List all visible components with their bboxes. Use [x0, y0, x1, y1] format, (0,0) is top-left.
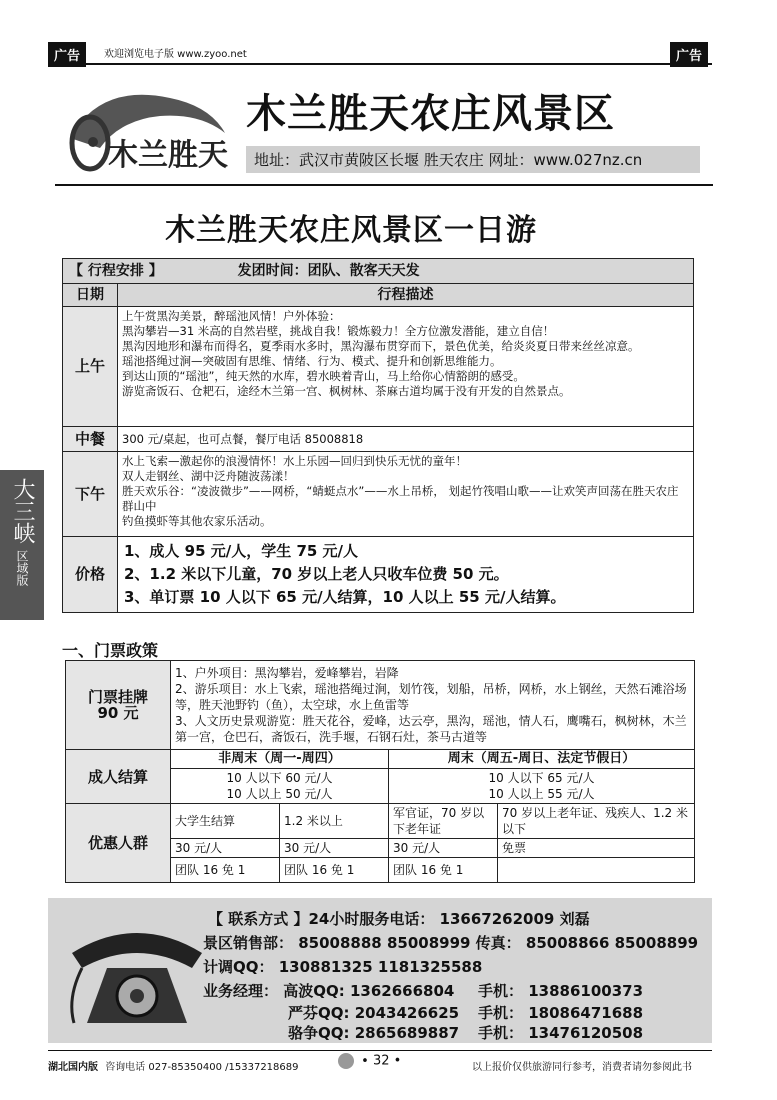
morning-line: 上午赏黑沟美景，醉瑶池风情！户外体验： [122, 309, 341, 323]
col-desc: 行程描述 [118, 284, 694, 307]
discount-groupfree: 团队 16 免 1 [171, 858, 280, 883]
afternoon-desc [118, 452, 694, 537]
welcome-text: 欢迎浏览电子版 www.zyoo.net [104, 49, 247, 60]
address-line: 地址：武汉市黄陂区长堰 胜天农庄 网址：www.027nz.cn [246, 146, 700, 173]
afternoon-line: 胜天欢乐谷：“凌波微步”——网桥，“蜻蜓点水”——水上吊桥， 划起竹筏唱山歌——让欢笑声回荡在胜天农庄群山中 [122, 484, 679, 513]
discount-group: 70 岁以上老年证、残疾人、1.2 米以下 [498, 804, 695, 839]
price-line: 2、1.2 米以下儿童，70 岁以上老人只收车位费 50 元。 [124, 565, 509, 583]
discount-groupfree: 团队 16 免 1 [389, 858, 498, 883]
morning-line: 瑶池搭绳过涧—突破固有思维、情绪、行为、模式、提升和创新思维能力。 [122, 354, 502, 368]
afternoon-label: 下午 [63, 452, 118, 537]
discount-price: 30 元/人 [389, 839, 498, 858]
contact-line-5b: 手机： 18086471688 [478, 1004, 644, 1022]
morning-line: 黑沟攀岩—31 米高的自然岩壁，挑战自我！锻炼毅力！全方位激发潜能，建立自信！ [122, 324, 555, 338]
page-number: 32 [372, 1053, 390, 1069]
itinerary-header-row [63, 259, 694, 284]
ticket-heading: 一、门票政策 [62, 641, 159, 660]
list-price-cell [66, 661, 171, 750]
weekday-header: 非周末（周一-周四） [171, 750, 389, 769]
morning-line: 到达山顶的“瑶池”，纯天然的水库，碧水映着青山，马上给你心情豁朗的感受。 [122, 369, 525, 383]
page-emblem-icon [338, 1053, 354, 1069]
side-big: 大三峡 [10, 478, 35, 544]
col-date: 日期 [63, 284, 118, 307]
price-line: 3、单订票 10 人以下 65 元/人结算，10 人以上 55 元/人结算。 [124, 588, 566, 606]
footer-edition: 湖北国内版 [48, 1062, 98, 1073]
morning-line: 游览斋饭石、仓耙石，途经木兰第一宫、枫树林、茶麻古道均属于没有开发的自然景点。 [122, 384, 571, 398]
itinerary-table [62, 258, 694, 613]
weekend-price: 10 人以下 65 元/人 [488, 771, 595, 785]
afternoon-line: 水上飞索—激起你的浪漫情怀！水上乐园—回归到快乐无忧的童年！ [122, 454, 467, 468]
list-item: 1、户外项目：黑沟攀岩，爱峰攀岩，岩降 [175, 666, 399, 680]
contact-line-4b: 手机： 13886100373 [478, 982, 644, 1000]
discount-group: 1.2 米以上 [280, 804, 389, 839]
footer-right: 以上报价仅供旅游同行参考，消费者请勿参阅此书 [472, 1062, 692, 1073]
contact-line-6a: 骆争QQ: 2865689887 [288, 1024, 460, 1042]
contact-line-1: 【 联系方式 】24小时服务电话： 13667262009 刘磊 [208, 910, 590, 928]
adult-label: 成人结算 [66, 750, 171, 804]
side-small: 区域版 [15, 550, 29, 586]
list-price-label: 门票挂牌 [87, 688, 148, 706]
discount-group: 大学生结算 [171, 804, 280, 839]
discount-group: 军官证，70 岁以下老年证 [389, 804, 498, 839]
weekday-price: 10 人以下 60 元/人 [226, 771, 333, 785]
morning-line: 黑沟因地形和瀑布而得名，夏季雨水多时，黑沟瀑布贯穿而下，景色优美，给炎炎夏日带来丝丝凉意。 [122, 339, 640, 353]
list-item: 2、游乐项目：水上飞索，瑶池搭绳过涧，划竹筏，划船，吊桥，网桥，水上钢丝，天然石滩浴场等，胜天池野钓（鱼），太空球，水上鱼雷等 [175, 682, 687, 712]
page-title: 木兰胜天农庄风景区 [246, 91, 615, 137]
logo [60, 78, 238, 178]
price-label: 价格 [63, 537, 118, 613]
discount-groupfree: 团队 16 免 1 [280, 858, 389, 883]
afternoon-line: 钓鱼摸虾等其他农家乐活动。 [122, 514, 272, 528]
title-rule [55, 184, 713, 186]
morning-desc [118, 307, 694, 427]
contact-line-6b: 手机： 13476120508 [478, 1024, 644, 1042]
morning-label: 上午 [63, 307, 118, 427]
price-desc [118, 537, 694, 613]
footer-left [48, 1058, 299, 1073]
page-number-block: • 32 • [338, 1053, 401, 1069]
plan-label: 【 行程安排 】 [69, 262, 163, 279]
discount-price: 30 元/人 [280, 839, 389, 858]
discount-price: 30 元/人 [171, 839, 280, 858]
discount-price: 免票 [498, 839, 695, 858]
ad-tag-left: 广告 [48, 42, 86, 67]
contact-line-3: 计调QQ： 130881325 1181325588 [203, 958, 483, 976]
weekday-price: 10 人以上 50 元/人 [226, 787, 333, 801]
trip-title: 木兰胜天农庄风景区一日游 [165, 213, 537, 248]
discount-groupfree [498, 858, 695, 883]
footer-phone: 咨询电话 027-85350400 /15337218689 [105, 1062, 299, 1073]
logo-text: 木兰胜天 [108, 138, 228, 173]
discount-label: 优惠人群 [66, 804, 171, 883]
list-item: 3、人文历史景观游览：胜天花谷，爱峰，达云亭，黑沟，瑶池，情人石，鹰嘴石，枫树林，木兰第一宫，仓巴石，斋饭石，洗手堰，石钢石灶，茶马古道等 [175, 714, 687, 744]
lunch-desc: 300 元/桌起，也可点餐，餐厅电话 85008818 [118, 427, 694, 452]
ticket-table [65, 660, 695, 883]
list-items [171, 661, 695, 750]
weekend-prices [389, 769, 695, 804]
weekend-price: 10 人以上 55 元/人 [488, 787, 595, 801]
contact-line-4a: 业务经理： 高波QQ: 1362666804 [203, 982, 455, 1000]
contact-line-5a: 严芬QQ: 2043426625 [288, 1004, 460, 1022]
depart-time: 发团时间：团队、散客天天发 [237, 262, 420, 279]
lunch-label: 中餐 [63, 427, 118, 452]
ad-tag-right: 广告 [670, 42, 708, 67]
side-region-tab [0, 470, 44, 620]
footer-rule [48, 1050, 712, 1051]
price-line: 1、成人 95 元/人，学生 75 元/人 [124, 542, 359, 560]
telephone-icon [62, 918, 212, 1033]
contact-box [48, 898, 712, 1043]
weekday-prices [171, 769, 389, 804]
weekend-header: 周末（周五-周日、法定节假日） [389, 750, 695, 769]
contact-line-2: 景区销售部： 85008888 85008999 传真： 85008866 85008899 [203, 934, 699, 952]
header-rule [48, 63, 712, 65]
afternoon-line: 双人走钢丝、湖中泛舟随波荡漾！ [122, 469, 295, 483]
list-price-value: 90 元 [97, 704, 139, 722]
